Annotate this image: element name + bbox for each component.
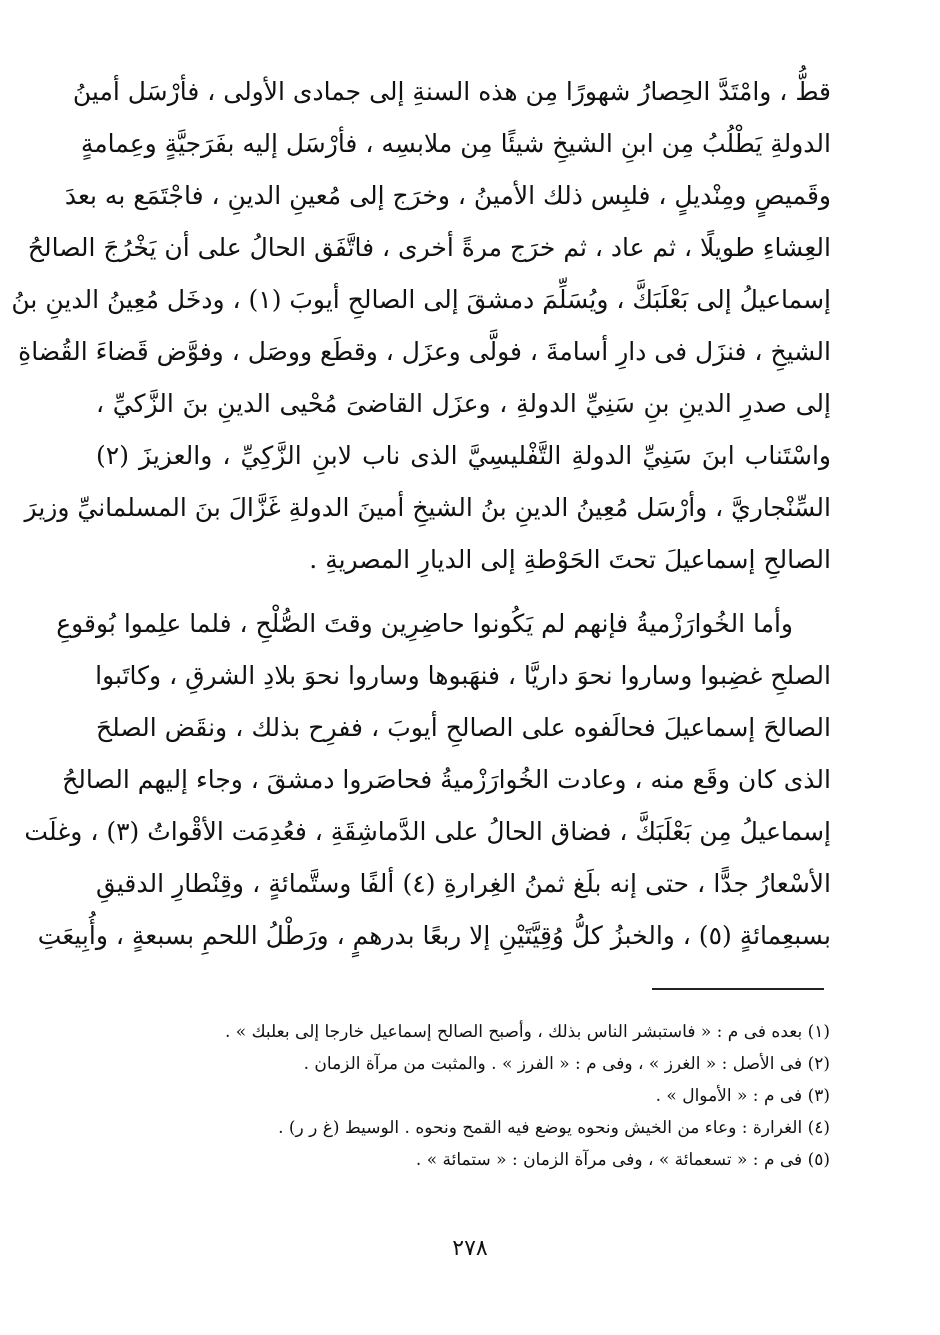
text-line: الأسْعارُ جدًّا ، حتى إنه بلَغ ثمنُ الغِرارةِ (٤) ألفًا وستَّمائةٍ ، وقِنْطارِ الدقيقِ xyxy=(96,869,831,898)
text-line: الذى كان وقَع منه ، وعادت الخُوارَزْميةُ فحاصَروا دمشقَ ، وجاء إليهم الصالحُ xyxy=(62,765,831,794)
footnote-2: (٢) فى الأصل : « الغرز » ، وفى م : « الفرز » . والمثبت من مرآة الزمان . xyxy=(303,1054,830,1074)
text-line: العِشاءِ طويلًا ، ثم عاد ، ثم خرَج مرةً أخرى ، فاتَّفَق الحالُ على أن يَخْرُجَ الصالحُ xyxy=(27,233,831,262)
text-line: إسماعيلُ إلى بَعْلَبَكَّ ، ويُسَلِّمَ دمشقَ إلى الصالحِ أيوبَ (١) ، ودخَل مُعِينُ الدينِ بنُ xyxy=(11,285,831,314)
text-line: الصالحِ إسماعيلَ تحتَ الحَوْطةِ إلى الديارِ المصريةِ . xyxy=(309,545,831,574)
text-line: إسماعيلُ مِن بَعْلَبَكَّ ، فضاق الحالُ على الدَّماشِقَةِ ، فعُدِمَت الأقْواتُ (٣) ، وغلَت xyxy=(24,817,831,846)
text-line: وأما الخُوارَزْميةُ فإنهم لم يَكُونوا حاضِرِين وقتَ الصُّلْحِ ، فلما علِموا بُوقوعِ xyxy=(56,609,793,638)
text-line: الصلحِ غضِبوا وساروا نحوَ داريَّا ، فنهَبوها وساروا نحوَ بلادِ الشرقِ ، وكاتَبوا xyxy=(95,661,831,690)
footnote-1: (١) بعده فى م : « فاستبشر الناس بذلك ، وأصبح الصالح إسماعيل خارجا إلى بعلبك » . xyxy=(224,1022,830,1042)
footnotes xyxy=(120,1016,830,1176)
page-number: ٢٧٨ xyxy=(452,1236,488,1261)
paragraph-gap xyxy=(96,586,831,598)
text-line: الدولةِ يَطْلُبُ مِن ابنِ الشيخِ شيئًا مِن ملابسِه ، فأرْسَل إليه بفَرَجيَّةٍ وعِمامةٍ xyxy=(80,129,831,158)
paragraph-1 xyxy=(11,66,831,586)
footnote-3: (٣) فى م : « الأموال » . xyxy=(655,1086,830,1106)
footnote-separator xyxy=(652,988,824,990)
main-text xyxy=(11,66,831,962)
text-line: بسبعِمائةٍ (٥) ، والخبزُ كلُّ وُقِيَّتَيْنِ إلا ربعًا بدرهمٍ ، ورَطْلُ اللحمِ بسبعةٍ ، وأُبِيعَتِ xyxy=(37,921,831,950)
text-line: الشيخِ ، فنزَل فى دارِ أسامةَ ، فولَّى وعزَل ، وقطَع ووصَل ، وفوَّض قَضاءَ القُضاةِ xyxy=(18,337,831,366)
footnote-5: (٥) فى م : « تسعمائة » ، وفى مرآة الزمان : « ستمائة » . xyxy=(415,1150,830,1170)
paragraph-2 xyxy=(24,598,831,962)
text-line: واسْتَناب ابنَ سَنِيِّ الدولةِ التَّفْليسِيَّ الذى ناب لابنِ الزَّكِيِّ ، والعزيزَ (٢) xyxy=(96,441,831,470)
text-line: وقَميصٍ ومِنْديلٍ ، فلبِس ذلك الأمينُ ، وخرَج إلى مُعينِ الدينِ ، فاجْتَمَع به بعدَ xyxy=(64,181,831,210)
text-line: إلى صدرِ الدينِ بنِ سَنِيِّ الدولةِ ، وعزَل القاضىَ مُحْيى الدينِ بنَ الزَّكيِّ ، xyxy=(96,389,831,418)
footnote-4: (٤) الغرارة : وعاء من الخيش ونحوه يوضع فيه القمح ونحوه . الوسيط (غ ر ر) . xyxy=(278,1118,830,1138)
text-line: السِّنْجاريَّ ، وأرْسَل مُعِينُ الدينِ بنُ الشيخِ أمينَ الدولةِ غَزَّالَ بنَ المسلمانيِّ وزيرَ xyxy=(24,493,831,522)
text-line: قطُّ ، وامْتَدَّ الحِصارُ شهورًا مِن هذه السنةِ إلى جمادى الأولى ، فأرْسَل أمينُ xyxy=(72,77,831,106)
text-line: الصالحَ إسماعيلَ فحالَفوه على الصالحِ أيوبَ ، ففرِح بذلك ، ونقَض الصلحَ xyxy=(96,713,831,742)
